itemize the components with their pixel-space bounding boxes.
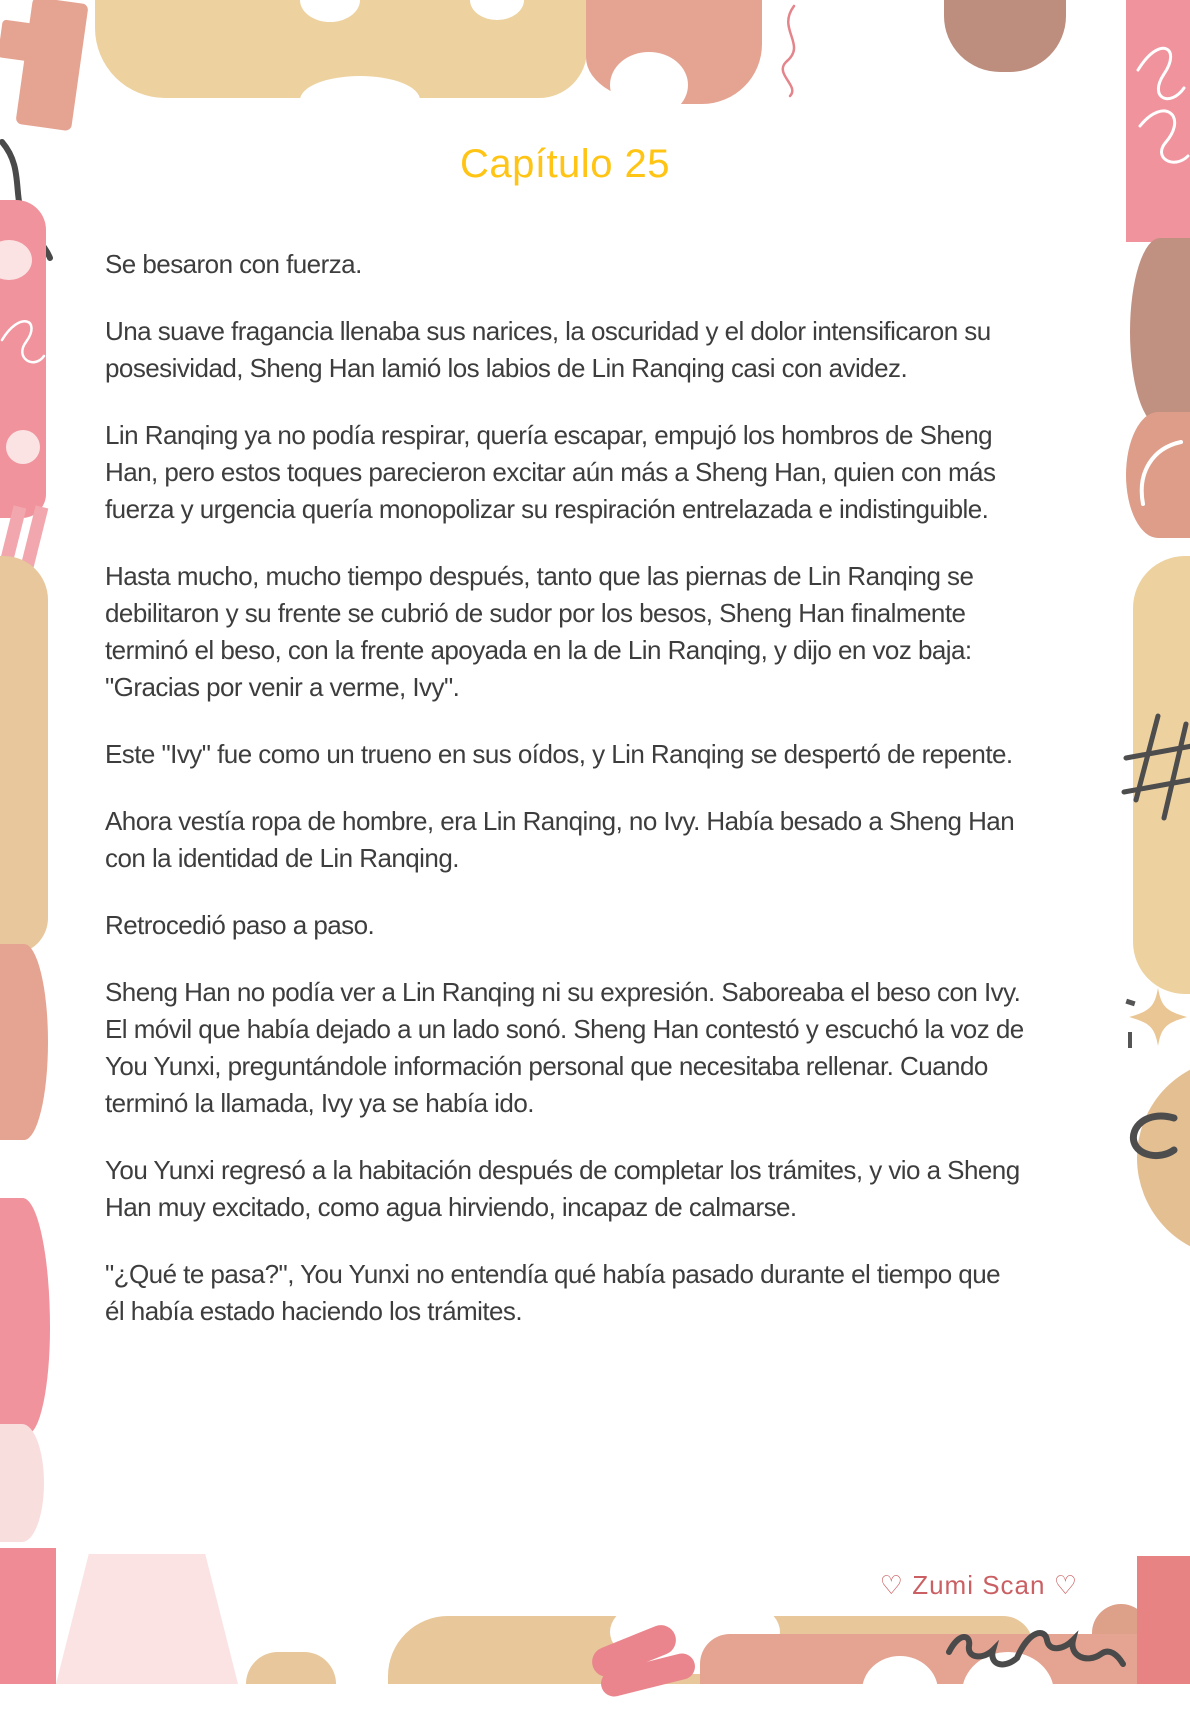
paragraph: Hasta mucho, mucho tiempo después, tanto que las piernas de Lin Ranqing se debilitaron y su frente se cubrió de sudor por los besos, Sheng Han finalmente terminó el beso, con la frente apoyada en la de Lin Ranqing, y dijo en voz baja: "Gracias por venir a verme, Ivy". — [105, 561, 974, 702]
white-cursive-scribble-icon — [1130, 30, 1190, 180]
paragraph: You Yunxi regresó a la habitación después de completar los trámites, y vio a Sheng Han muy excitado, como agua hirviendo, incapaz de calmarse. — [105, 1155, 1020, 1222]
red-squiggle-doodle-icon — [770, 4, 812, 98]
c-ring-doodle-icon — [1128, 1112, 1180, 1162]
border-blob-pink-left — [0, 1424, 44, 1542]
border-blob-coral-left — [0, 1198, 50, 1434]
border-blob-tan-bottom — [246, 1652, 336, 1684]
paragraph: Una suave fragancia llenaba sus narices, la oscuridad y el dolor intensificaron su posesividad, Sheng Han lamió los labios de Lin Ranqing casi con avidez. — [105, 316, 991, 383]
border-cross-salmon-topleft — [15, 0, 88, 131]
white-curl-doodle-icon — [0, 290, 46, 380]
white-arc-doodle-icon — [1135, 438, 1185, 508]
border-blob-salmon-left — [0, 944, 48, 1140]
paragraph: "¿Qué te pasa?", You Yunxi no entendía qué había pasado durante el tiempo que él había estado haciendo los trámites. — [105, 1259, 1001, 1326]
paragraph: Sheng Han no podía ver a Lin Ranqing ni su expresión. Saboreaba el beso con Ivy. El móvil que había dejado a un lado sonó. Sheng Han contestó y escuchó la voz de You Yunxi, preguntándole información personal que necesitaba rellenar. Cuando terminó la llamada, Ivy ya se había ido. — [105, 977, 1024, 1118]
border-column-tan-left — [0, 556, 48, 954]
sparkle-icon — [1129, 988, 1187, 1046]
border-cross-salmon-topleft — [0, 19, 42, 62]
paragraph: Se besaron con fuerza. — [105, 249, 362, 279]
border-blob-mauve-top — [944, 0, 1066, 72]
border-notch — [610, 52, 688, 118]
hash-doodle-icon — [1124, 714, 1190, 824]
paragraph: Este "Ivy" fue como un trueno en sus oídos, y Lin Ranqing se despertó de repente. — [105, 739, 1013, 769]
border-notch — [300, 76, 420, 124]
paragraph: Ahora vestía ropa de hombre, era Lin Ranqing, no Ivy. Había besado a Sheng Han con la identidad de Lin Ranqing. — [105, 806, 1015, 873]
squiggle-doodle-icon — [945, 1624, 1127, 1680]
border-blob-mauve-right — [1130, 238, 1190, 426]
scan-group-credit: ♡ Zumi Scan ♡ — [879, 1570, 1078, 1600]
paragraph: Lin Ranqing ya no podía respirar, quería escapar, empujó los hombros de Sheng Han, pero estos toques parecieron excitar aún más a Sheng Han, quien con más fuerza y urgencia quería monopolizar su respiración entrelazada e indistinguible. — [105, 420, 996, 524]
border-block-red-bottomright — [1137, 1556, 1190, 1684]
border-arch-notch — [862, 1656, 938, 1726]
paragraph: Retrocedió paso a paso. — [105, 910, 375, 940]
chapter-title: Capítulo 25 — [459, 142, 671, 186]
chapter-content — [105, 140, 1025, 1360]
border-dot — [6, 430, 40, 464]
border-block-coral-bottomleft — [0, 1548, 56, 1684]
